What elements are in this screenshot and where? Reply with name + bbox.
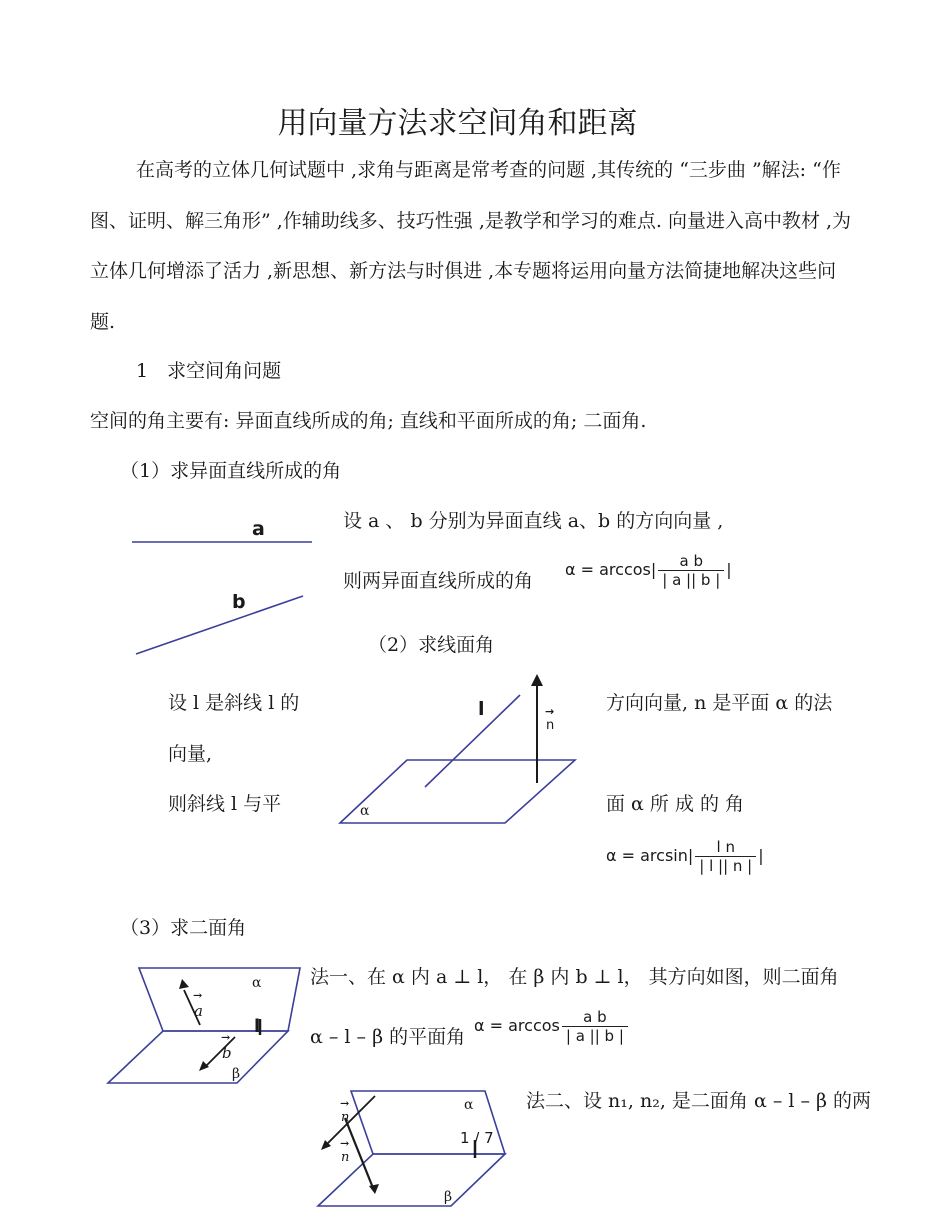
formula3-denominator: | a || b | xyxy=(565,1027,624,1045)
part1-line1: 设 a 、 b 分别为异面直线 a、b 的方向向量 , xyxy=(343,510,724,532)
method1-formula xyxy=(474,1008,630,1045)
formula3-numerator: a b xyxy=(562,1008,628,1027)
part1-heading: （1）求异面直线所成的角 xyxy=(120,460,342,482)
method1-line1: 法一、在 α 内 a ⊥ l， 在 β 内 b ⊥ l， 其方向如图，则二面角 xyxy=(310,966,839,988)
page-number: 1 / 7 xyxy=(460,1129,494,1147)
n-vector: → n xyxy=(546,718,554,733)
part1-line2: 则两异面直线所成的角 xyxy=(343,570,534,592)
formula-fraction xyxy=(658,552,724,589)
formula2-numerator: l n xyxy=(695,838,756,857)
part2-right2: 面 α 所 成 的 角 xyxy=(606,793,745,815)
formula2-denominator: | l || n | xyxy=(699,857,753,875)
formula3-lhs: α = arccos xyxy=(474,1016,560,1035)
formula2-lhs: α = arcsin| xyxy=(606,846,694,865)
fig-label-n xyxy=(546,718,554,733)
fig2-n1 xyxy=(341,1110,349,1125)
skew-lines-figure xyxy=(130,515,320,665)
section1-heading: 1 求空间角问题 xyxy=(136,360,282,382)
part3-heading: （3）求二面角 xyxy=(120,917,247,939)
formula-rhs: | xyxy=(726,560,732,579)
fig1-alpha: α xyxy=(252,975,262,991)
formula-denominator: | a || b | xyxy=(662,571,721,589)
line-plane-figure xyxy=(335,670,585,830)
part2-left2: 向量, xyxy=(168,743,213,765)
formula2-rhs: | xyxy=(758,846,764,865)
fig1-l: l xyxy=(254,1016,261,1037)
method2-line1: 法二、设 n₁, n₂, 是二面角 α – l – β 的两 xyxy=(526,1090,872,1112)
formula-numerator: a b xyxy=(658,552,724,571)
part2-left3: 则斜线 l 与平 xyxy=(168,793,282,815)
a-vector: → a xyxy=(194,1002,203,1020)
intro-paragraph xyxy=(90,145,860,347)
part2-right1: 方向向量, n 是平面 α 的法 xyxy=(606,692,833,714)
page-title: 用向量方法求空间角和距离 xyxy=(277,106,638,141)
part2-formula xyxy=(606,838,764,875)
n1-vector: → n xyxy=(341,1110,349,1125)
fig1-beta: β xyxy=(232,1066,241,1082)
dihedral-figure-1 xyxy=(105,965,300,1090)
fig-label-l: l xyxy=(478,698,485,720)
b-vector: → b xyxy=(222,1044,232,1062)
fig2-alpha: α xyxy=(464,1097,474,1113)
intro-text: 在高考的立体几何试题中 ,求角与距离是常考查的问题 ,其传统的 “三步曲 ”解法: “作图、证明、解三角形” ,作辅助线多、技巧性强 ,是教学和学习的难点. 向量进入高中教材 ,为立体几何增添了活力 ,新思想、新方法与时俱进 ,本专题将运用向量方法简捷地解决这些问题. xyxy=(90,159,852,333)
part1-formula xyxy=(565,552,732,589)
fig-label-alpha: α xyxy=(360,803,370,819)
fig2-n2 xyxy=(341,1150,349,1165)
formula2-fraction xyxy=(695,838,756,875)
fig-label-a: a xyxy=(252,518,265,540)
part2-left1: 设 l 是斜线 l 的 xyxy=(168,692,300,714)
part2-heading: （2）求线面角 xyxy=(368,634,495,656)
method1-line2: α – l – β 的平面角 xyxy=(310,1026,466,1048)
fig1-b xyxy=(222,1044,232,1062)
n2-vector: → n xyxy=(341,1150,349,1165)
fig1-a xyxy=(194,1002,203,1020)
fig2-beta: β xyxy=(444,1189,453,1205)
formula-lhs: α = arccos| xyxy=(565,560,657,579)
section1-summary: 空间的角主要有: 异面直线所成的角; 直线和平面所成的角; 二面角. xyxy=(90,410,647,432)
fig-label-b: b xyxy=(232,591,246,613)
formula3-fraction xyxy=(562,1008,628,1045)
